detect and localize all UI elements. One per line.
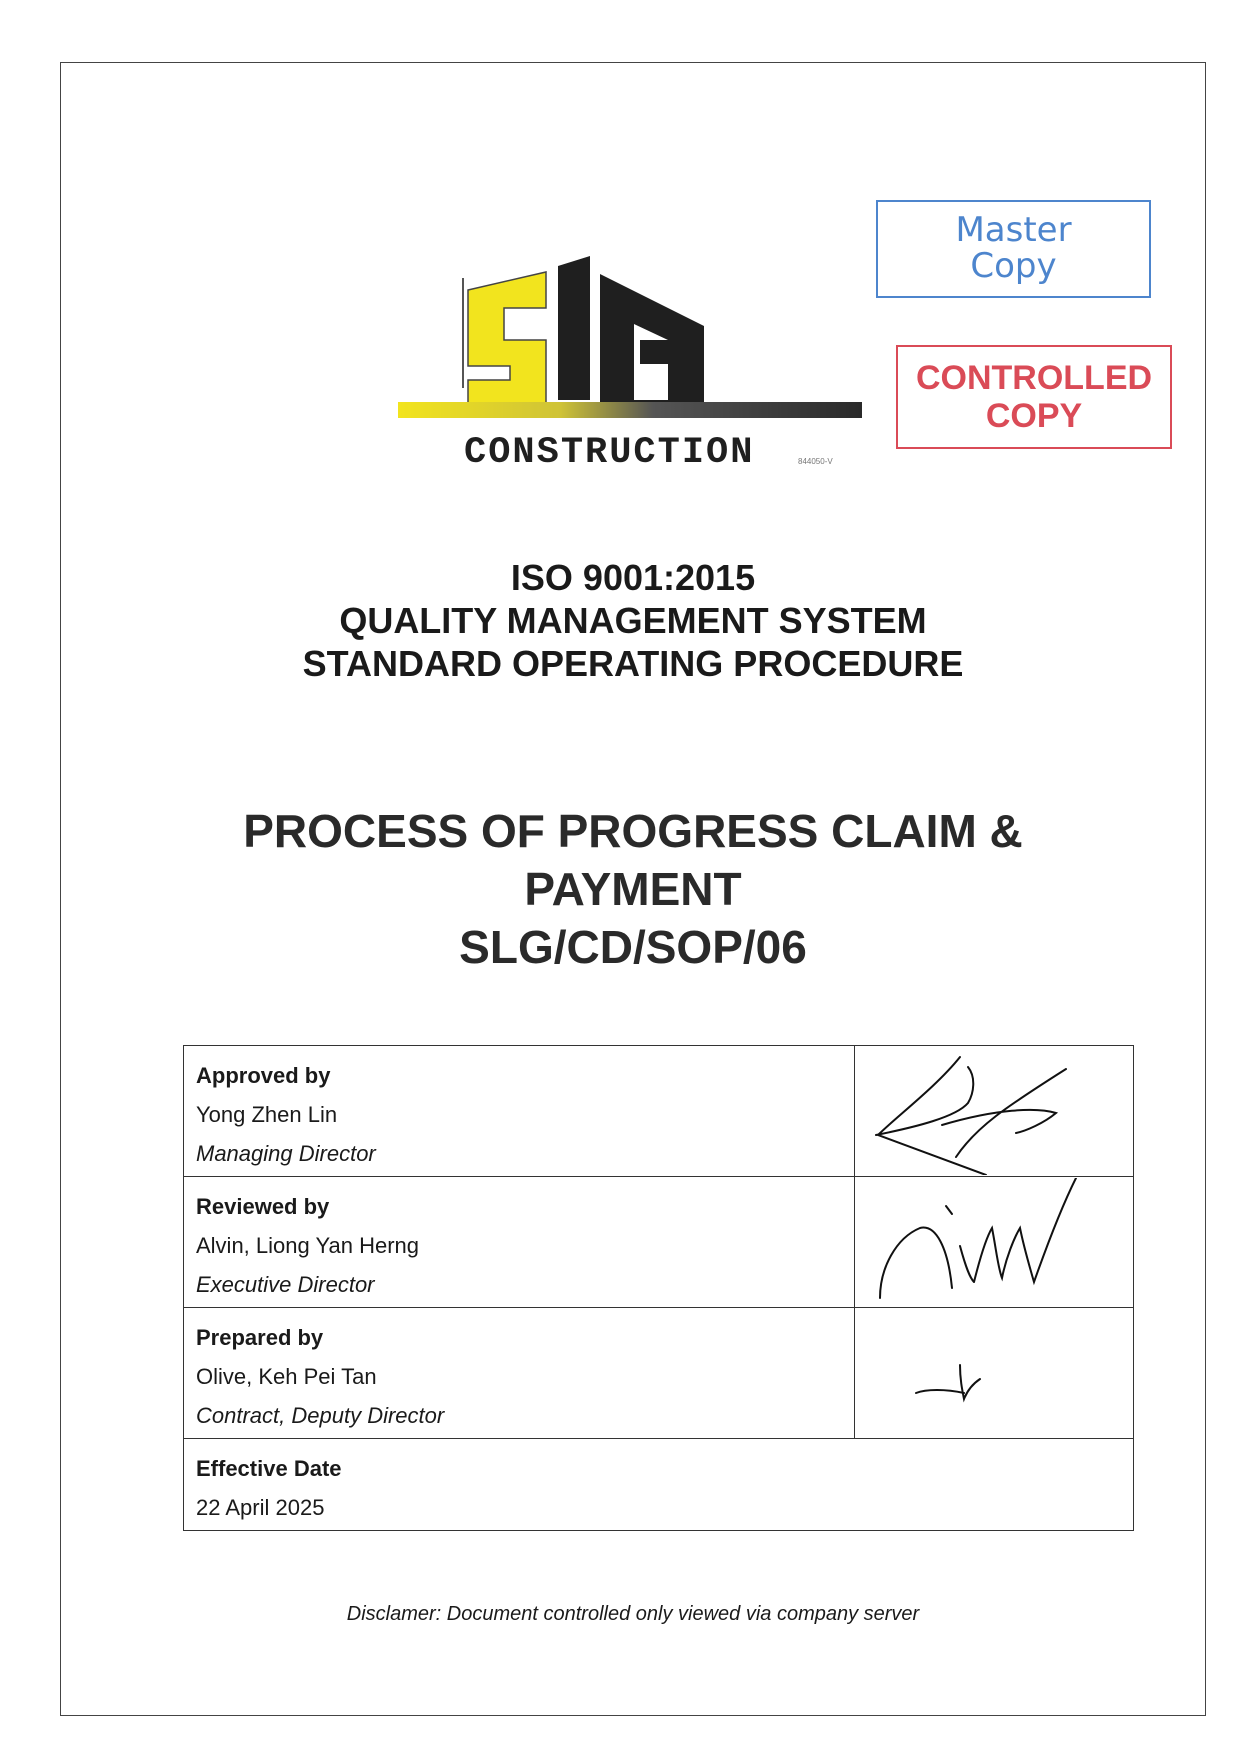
title-line-2: PAYMENT xyxy=(524,863,742,915)
master-copy-stamp xyxy=(876,200,1151,298)
document-type: STANDARD OPERATING PROCEDURE xyxy=(302,643,964,684)
controlled-copy-stamp xyxy=(896,345,1172,449)
system-name: QUALITY MANAGEMENT SYSTEM xyxy=(339,600,927,641)
company-logo xyxy=(398,250,868,470)
effective-date-cell xyxy=(184,1439,1134,1531)
person-name: Alvin, Liong Yan Herng xyxy=(196,1233,419,1258)
person-position: Contract, Deputy Director xyxy=(196,1403,445,1428)
controlled-stamp-line-1: CONTROLLED xyxy=(915,359,1153,397)
signature-approved xyxy=(856,1047,1132,1175)
document-code: SLG/CD/SOP/06 xyxy=(459,921,807,973)
approval-table xyxy=(183,1045,1134,1531)
person-name: Yong Zhen Lin xyxy=(196,1102,338,1127)
role-label: Reviewed by xyxy=(196,1194,330,1219)
approval-row-prepared xyxy=(184,1308,1134,1439)
iso-header xyxy=(60,556,1206,685)
logo-reg-no: 844050-V xyxy=(798,457,833,466)
controlled-stamp-line-2: COPY xyxy=(985,397,1083,435)
signature-reviewed xyxy=(856,1178,1132,1306)
role-label: Prepared by xyxy=(196,1325,324,1350)
signature-cell xyxy=(855,1046,1134,1177)
effective-date-value: 22 April 2025 xyxy=(196,1495,325,1520)
logo-tagline: CONSTRUCTION xyxy=(464,432,755,470)
title-line-1: PROCESS OF PROGRESS CLAIM & xyxy=(243,805,1023,857)
role-label: Approved by xyxy=(196,1063,331,1088)
document-title xyxy=(60,802,1206,976)
master-stamp-line-2: Copy xyxy=(970,246,1057,286)
approval-row-approved xyxy=(184,1046,1134,1177)
person-position: Executive Director xyxy=(196,1272,375,1297)
approval-row-reviewed xyxy=(184,1177,1134,1308)
person-name: Olive, Keh Pei Tan xyxy=(196,1364,377,1389)
signature-prepared xyxy=(856,1309,1132,1437)
effective-date-label: Effective Date xyxy=(196,1456,342,1481)
signature-cell xyxy=(855,1177,1134,1308)
approval-info xyxy=(184,1046,855,1177)
iso-standard: ISO 9001:2015 xyxy=(510,557,756,598)
person-position: Managing Director xyxy=(196,1141,376,1166)
disclaimer: Disclamer: Document controlled only viewed via company server xyxy=(346,1603,920,1625)
effective-date-row xyxy=(184,1439,1134,1531)
signature-cell xyxy=(855,1308,1134,1439)
approval-info xyxy=(184,1177,855,1308)
approval-info xyxy=(184,1308,855,1439)
master-stamp-line-1: Master xyxy=(955,210,1072,250)
